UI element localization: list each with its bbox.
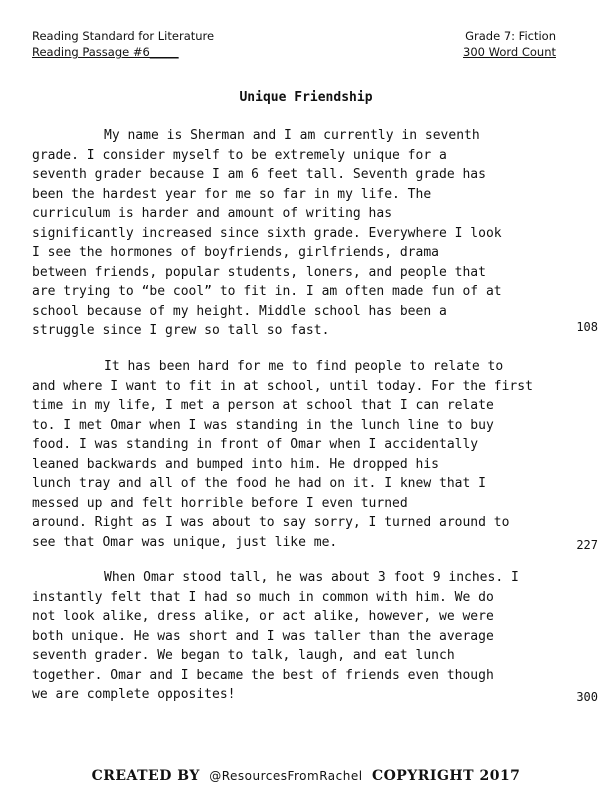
paragraph-line: I see the hormones of boyfriends, girlfriends, drama xyxy=(32,245,439,260)
paragraph-2 xyxy=(32,357,572,552)
author-handle: @ResourcesFromRachel xyxy=(209,769,363,783)
paragraph-line: around. Right as I was about to say sorry, I turned around to xyxy=(32,515,510,530)
passage-title: Unique Friendship xyxy=(239,90,373,105)
paragraph-1 xyxy=(32,126,572,341)
word-count-marker-3: 300 xyxy=(576,690,598,704)
paragraph-line: food. I was standing in front of Omar when I accidentally xyxy=(32,437,479,452)
paragraph-line: together. Omar and I became the best of friends even though xyxy=(32,667,494,683)
paragraph-line: school because of my height. Middle school has been a xyxy=(32,303,447,319)
word-count-marker-1: 108 xyxy=(576,320,598,334)
paragraph-line: see that Omar was unique, just like me. xyxy=(32,534,338,550)
paragraph-line: curriculum is harder and amount of writing has xyxy=(32,206,393,221)
paragraph-line: and where I want to fit in at school, until today. For the first xyxy=(32,378,533,394)
paragraph-3 xyxy=(32,568,572,705)
paragraph-line: we are complete opposites! xyxy=(32,687,236,702)
paragraph-line: messed up and felt horrible before I even turned xyxy=(32,495,408,511)
paragraph-line: significantly increased since sixth grade. Everywhere I look xyxy=(32,225,502,241)
header-left xyxy=(32,28,214,60)
paragraph-line: My name is Sherman and I am currently in seventh xyxy=(104,128,480,143)
paragraph-line: not look alike, dress alike, or act alike, however, we were xyxy=(32,609,494,624)
reading-passage-label: Reading Passage #6_____ xyxy=(32,45,179,59)
paragraph-line: grade. I consider myself to be extremely unique for a xyxy=(32,147,447,163)
paragraph-line: are trying to “be cool” to fit in. I am often made fun of at xyxy=(32,284,502,299)
paragraph-line: leaned backwards and bumped into him. He dropped his xyxy=(32,456,439,472)
reading-standard-label: Reading Standard for Literature xyxy=(32,29,215,43)
paragraph-line: seventh grader because I am 6 feet tall. Seventh grade has xyxy=(32,167,486,182)
word-count-marker-2: 227 xyxy=(576,538,598,552)
paragraph-line: both unique. He was short and I was taller than the average xyxy=(32,628,494,644)
paragraph-line: been the hardest year for me so far in my life. The xyxy=(32,186,432,202)
paragraph-line: time in my life, I met a person at school that I can relate xyxy=(32,398,494,413)
copyright-label: COPYRIGHT 2017 xyxy=(371,768,521,784)
paragraph-line: struggle since I grew so tall so fast. xyxy=(32,323,330,338)
paragraph-line: seventh grader. We began to talk, laugh, and eat lunch xyxy=(32,648,455,663)
paragraph-line: It has been hard for me to find people to relate to xyxy=(104,359,504,374)
footer-credit xyxy=(0,768,612,784)
header-right xyxy=(463,28,556,60)
paragraph-line: When Omar stood tall, he was about 3 foot 9 inches. I xyxy=(104,570,519,585)
created-by-label: CREATED BY xyxy=(91,768,200,784)
paragraph-line: lunch tray and all of the food he had on it. I knew that I xyxy=(32,476,486,491)
grade-label: Grade 7: Fiction xyxy=(465,29,556,43)
paragraph-line: instantly felt that I had so much in common with him. We do xyxy=(32,589,494,605)
paragraph-line: to. I met Omar when I was standing in the lunch line to buy xyxy=(32,417,494,433)
paragraph-line: between friends, popular students, loners, and people that xyxy=(32,264,486,280)
word-count-label: 300 Word Count xyxy=(463,45,556,59)
